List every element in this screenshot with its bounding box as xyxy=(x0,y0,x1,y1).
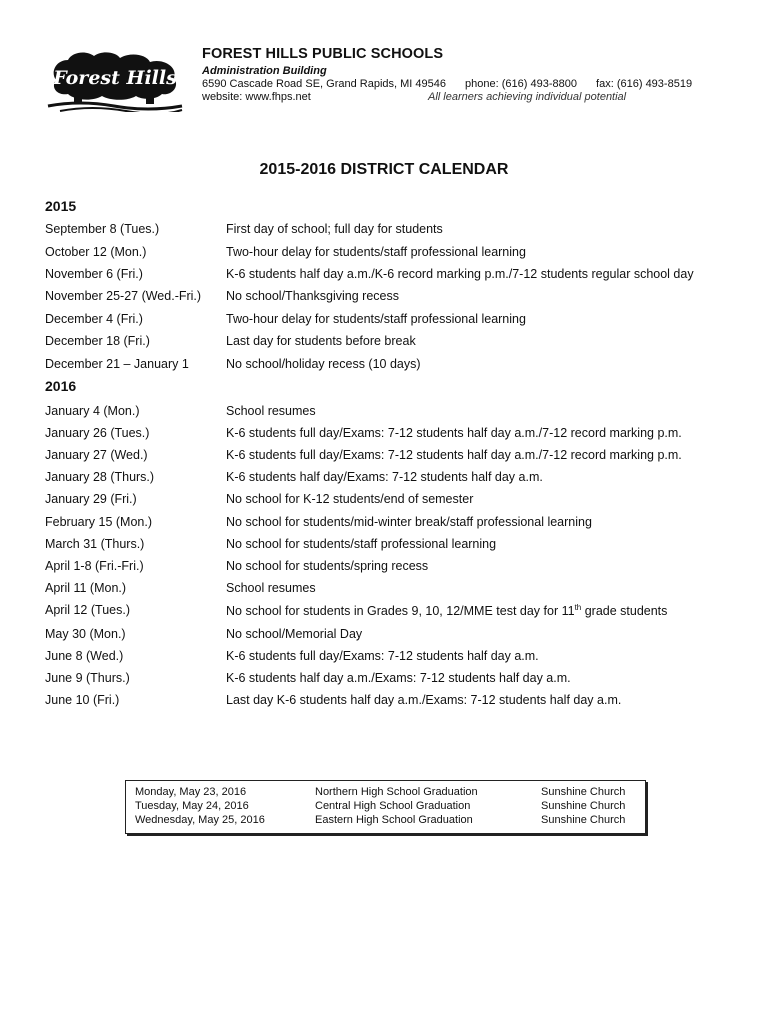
address: 6590 Cascade Road SE, Grand Rapids, MI 49546 xyxy=(202,78,446,90)
calendar-row xyxy=(45,693,745,713)
event-date: December 4 (Fri.) xyxy=(45,312,143,326)
graduation-row xyxy=(135,800,640,814)
event-date: June 9 (Thurs.) xyxy=(45,671,130,685)
event-text: grade students xyxy=(581,604,668,619)
event-description: K-6 students half day a.m./K-6 record marking p.m./7-12 students regular school day xyxy=(226,267,694,281)
event-description: No school/Memorial Day xyxy=(226,627,363,641)
graduation-date: Tuesday, May 24, 2016 xyxy=(135,800,249,812)
event-date: December 18 (Fri.) xyxy=(45,334,150,348)
event-description: K-6 students full day/Exams: 7-12 students half day a.m./7-12 record marking p.m. xyxy=(226,448,682,462)
event-description: K-6 students half day a.m./Exams: 7-12 students half day a.m. xyxy=(226,671,571,685)
event-description: No school for students/mid-winter break/staff professional learning xyxy=(226,515,592,529)
event-date: January 28 (Thurs.) xyxy=(45,470,155,484)
year-heading-2016: 2016 xyxy=(45,378,77,394)
calendar-row xyxy=(45,581,745,601)
phone: phone: (616) 493-8800 xyxy=(465,78,577,90)
graduation-location: Sunshine Church xyxy=(541,814,626,826)
event-date: October 12 (Mon.) xyxy=(45,245,147,259)
event-description: Two-hour delay for students/staff professional learning xyxy=(226,245,526,259)
event-description: Last day K-6 students half day a.m./Exams: 7-12 students half day a.m. xyxy=(226,693,622,707)
calendar-row xyxy=(45,312,745,332)
building-name: Administration Building xyxy=(202,65,327,77)
event-date: November 25-27 (Wed.-Fri.) xyxy=(45,289,202,303)
graduation-location: Sunshine Church xyxy=(541,786,626,798)
calendar-row xyxy=(45,267,745,287)
calendar-row xyxy=(45,448,745,468)
event-description: School resumes xyxy=(226,404,316,418)
graduation-event: Northern High School Graduation xyxy=(315,786,478,798)
event-description: K-6 students full day/Exams: 7-12 students half day a.m. xyxy=(226,649,539,663)
event-description xyxy=(226,603,667,618)
calendar-row xyxy=(45,649,745,669)
calendar-row xyxy=(45,515,745,535)
event-date: December 21 – January 1 xyxy=(45,357,189,371)
event-description: No school/Thanksgiving recess xyxy=(226,289,399,303)
motto: All learners achieving individual potential xyxy=(428,91,627,103)
event-description: First day of school; full day for students xyxy=(226,222,443,236)
calendar-row xyxy=(45,404,745,424)
event-date: June 10 (Fri.) xyxy=(45,693,120,707)
calendar-row xyxy=(45,537,745,557)
event-date: May 30 (Mon.) xyxy=(45,627,126,641)
event-description: Two-hour delay for students/staff professional learning xyxy=(226,312,526,326)
event-date: April 12 (Tues.) xyxy=(45,603,130,617)
logo-text: Forest Hills xyxy=(53,67,177,89)
event-description: No school for students/staff professional learning xyxy=(226,537,497,551)
graduation-location: Sunshine Church xyxy=(541,800,626,812)
calendar-row xyxy=(45,627,745,647)
ordinal-suffix: th xyxy=(574,603,582,612)
website: website: www.fhps.net xyxy=(202,91,311,103)
graduation-event: Eastern High School Graduation xyxy=(315,814,473,826)
event-date: April 1-8 (Fri.-Fri.) xyxy=(45,559,144,573)
fax: fax: (616) 493-8519 xyxy=(596,78,693,90)
event-description: K-6 students full day/Exams: 7-12 students half day a.m./7-12 record marking p.m. xyxy=(226,426,682,440)
school-name: FOREST HILLS PUBLIC SCHOOLS xyxy=(202,46,444,62)
calendar-row xyxy=(45,426,745,446)
graduation-date: Monday, May 23, 2016 xyxy=(135,786,247,798)
event-date: January 4 (Mon.) xyxy=(45,404,140,418)
page-title: 2015-2016 DISTRICT CALENDAR xyxy=(259,161,509,178)
contact-line xyxy=(202,78,762,90)
website-line xyxy=(202,91,762,105)
event-date: February 15 (Mon.) xyxy=(45,515,152,529)
event-description: No school for students/spring recess xyxy=(226,559,429,573)
event-date: January 27 (Wed.) xyxy=(45,448,148,462)
event-date: January 29 (Fri.) xyxy=(45,492,137,506)
graduation-schedule-box xyxy=(125,780,646,834)
graduation-date: Wednesday, May 25, 2016 xyxy=(135,814,265,826)
event-date: January 26 (Tues.) xyxy=(45,426,150,440)
calendar-row xyxy=(45,671,745,691)
letterhead xyxy=(202,46,762,105)
year-heading-2015: 2015 xyxy=(45,198,77,214)
forest-hills-logo xyxy=(46,50,184,112)
event-text: No school for students in Grades 9, 10, 12/MME test day for 11 xyxy=(226,604,575,619)
event-date: November 6 (Fri.) xyxy=(45,267,143,281)
calendar-row xyxy=(45,492,745,512)
event-description: No school for K-12 students/end of semester xyxy=(226,492,474,506)
calendar-row xyxy=(45,603,745,623)
calendar-row xyxy=(45,559,745,579)
graduation-row xyxy=(135,786,640,800)
calendar-row xyxy=(45,470,745,490)
event-date: March 31 (Thurs.) xyxy=(45,537,145,551)
calendar-row xyxy=(45,245,745,265)
calendar-row xyxy=(45,289,745,309)
event-description: No school/holiday recess (10 days) xyxy=(226,357,421,371)
event-date: April 11 (Mon.) xyxy=(45,581,127,595)
calendar-row xyxy=(45,357,745,377)
event-description: Last day for students before break xyxy=(226,334,416,348)
event-description: K-6 students half day/Exams: 7-12 students half day a.m. xyxy=(226,470,543,484)
event-date: June 8 (Wed.) xyxy=(45,649,124,663)
calendar-row xyxy=(45,334,745,354)
graduation-event: Central High School Graduation xyxy=(315,800,471,812)
graduation-row xyxy=(135,814,640,828)
event-date: September 8 (Tues.) xyxy=(45,222,160,236)
calendar-row xyxy=(45,222,745,242)
event-description: School resumes xyxy=(226,581,316,595)
